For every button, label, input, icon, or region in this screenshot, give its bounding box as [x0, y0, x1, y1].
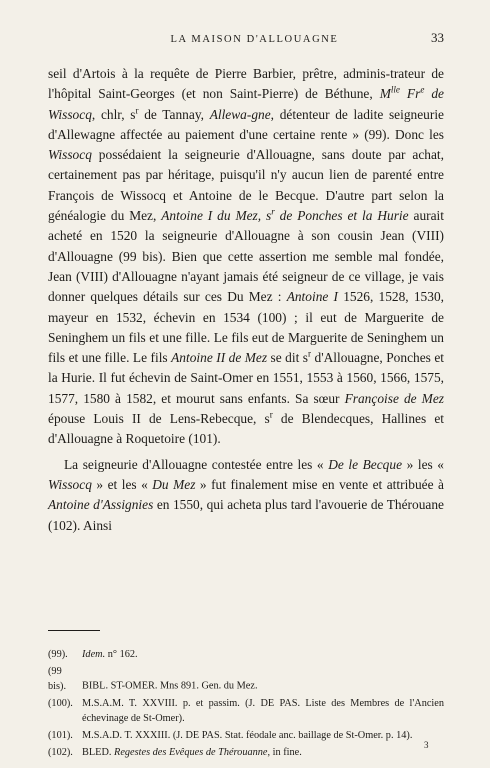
- italic-run: r: [271, 206, 275, 217]
- footnote: [48, 697, 444, 726]
- footnote-number: (101).: [48, 730, 73, 742]
- italic-run: Fr: [399, 86, 421, 102]
- footnote-number: (102).: [48, 747, 73, 759]
- text-run: La seigneurie d'Allouagne contestée entre les «: [64, 456, 329, 472]
- footnotes: [48, 648, 444, 764]
- text-run: , détenteur de ladite seigneurie d'Allewagne affectée au paiement d'une certaine rente » (99). Donc les: [48, 106, 444, 142]
- italic-run: Françoise de Mez: [344, 390, 444, 406]
- page-number: 33: [431, 30, 444, 45]
- text-run: r: [135, 105, 139, 116]
- italic-run: de Wissocq: [48, 86, 444, 122]
- text-run: r: [308, 348, 312, 359]
- text-run: n° 162.: [105, 649, 138, 660]
- text-run: 1526, 1528, 1530, mayeur en 1532, échevin en 1534 (100) ; il eut de Marguerite de Seninghem un fils et une fille. Le fils eut de Marguerite de Seninghem un fils et une fille. Le fils: [48, 289, 444, 366]
- paragraph: [48, 64, 444, 450]
- text-run: de Tannay,: [138, 106, 210, 122]
- text-run: M.S.A.M. T. XXVIII. p. et passim. (J. DE PAS. Liste des Membres de l'Ancien échevinage de St-Omer).: [82, 698, 444, 724]
- italic-run: Du Mez: [152, 476, 196, 492]
- italic-run: Antoine I du Mez, s: [161, 208, 272, 224]
- footnote: [48, 648, 444, 662]
- running-title: LA MAISON D'ALLOUAGNE: [170, 34, 339, 45]
- italic-run: M: [379, 86, 391, 102]
- italic-run: Antoine d'Assignies: [48, 497, 154, 513]
- signature-mark: 3: [424, 740, 429, 750]
- italic-run: Wissocq: [48, 476, 92, 492]
- footnote-number: (100).: [48, 698, 73, 710]
- superscript: [391, 85, 400, 95]
- footnote-number: (99 bis).: [48, 666, 67, 692]
- italic-run: Regestes des Evêques de Thérouanne: [114, 747, 268, 759]
- text-run: , in fine.: [267, 747, 302, 759]
- footnote-number: (99).: [48, 649, 68, 660]
- footnote: [48, 746, 444, 760]
- italic-run: Antoine II de Mez: [171, 350, 268, 366]
- text-run: d'Allouagne, Ponches et la Hurie. Il fut échevin de Saint-Omer en 1551, 1553 à 1560, 1566, 1575, 1577, 1580 à 1582, et mourut sans enfants. Sa sœur: [48, 350, 445, 406]
- text-run: se dit s: [267, 350, 308, 366]
- text-run: , chlr, s: [91, 106, 136, 122]
- footnote: [48, 665, 444, 694]
- text-run: seil d'Artois à la requête de Pierre Barbier, prêtre, adminis-trateur de l'hôpital Saint-Georges (et non Saint-Pierre) de Béthune,: [48, 66, 444, 102]
- italic-run: Antoine I: [286, 289, 338, 305]
- text-run: BIBL. ST-OMER. Mns 891. Gen. du Mez.: [82, 680, 258, 692]
- text-run: aurait acheté en 1520 la seigneurie d'Allouagne à son cousin Jean (VIII) d'Allouagne (99 bis). Bien que cette assertion me semble mal fondée, Jean (VIII) d'Allouagne n'ayant jamais été seigneur de ce village, je vais donner quelques détails sur ces Du Mez :: [48, 208, 444, 305]
- body-text: [48, 64, 444, 536]
- text-run: » les «: [402, 456, 444, 472]
- text-run: » fut finalement mise en vente et attribuée à: [195, 476, 444, 492]
- running-header: [48, 30, 444, 46]
- footnote-rule: [48, 630, 100, 631]
- text-run: » et les «: [91, 476, 153, 492]
- text-run: épouse Louis II de Lens-Rebecque, s: [48, 411, 270, 427]
- italic-run: Idem.: [82, 649, 106, 660]
- italic-run: de Ponches et la Hurie: [274, 208, 409, 224]
- italic-run: Wissocq: [48, 147, 92, 163]
- footnote: [48, 729, 444, 743]
- text-run: BLED.: [82, 747, 115, 759]
- italic-run: Allewa-gne: [209, 106, 271, 122]
- italic-run: e: [420, 84, 425, 95]
- text-run: possédaient la seigneurie d'Allouagne, sans doute par achat, certainement pas par héritage, puisqu'il n'y aucun lien de parenté entre François de Wissocq et Antoine de le Becque. D'autre part selon la généalogie du Mez,: [48, 147, 444, 224]
- paragraph: [48, 455, 444, 536]
- italic-run: lle: [390, 84, 400, 95]
- text-run: de Blendecques, Hallines et d'Allouagne à Roquetoire (101).: [48, 411, 444, 447]
- italic-run: De le Becque: [328, 456, 403, 472]
- text-run: r: [269, 409, 273, 420]
- text-run: M.S.A.D. T. XXXIII. (J. DE PAS. Stat. féodale anc. baillage de St-Omer. p. 14).: [82, 730, 413, 742]
- text-run: en 1550, qui acheta plus tard l'avouerie de Thérouane (102). Ainsi: [48, 497, 444, 533]
